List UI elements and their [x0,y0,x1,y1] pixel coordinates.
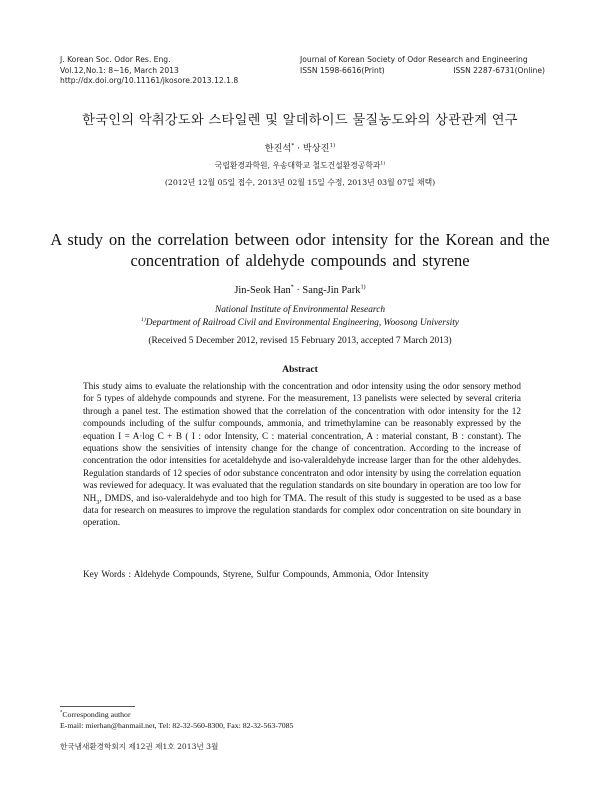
abstract-heading: Abstract [282,364,318,375]
corresponding-mark: * [290,283,294,291]
affiliation-2: $^{1)}$Department of Railroad Civil and Environmental Engineering, Woosong University [141,316,459,328]
issn-online: ISSN 2287-6731(Online) [453,65,545,75]
volume-issue: Vol.12,No.1: 8~16, March 2013 [60,65,179,75]
keywords: Key Words : Aldehyde Compounds, Styrene, Sulfur Compounds, Ammonia, Odor Intensity [83,569,429,579]
doi-link[interactable]: http://dx.doi.org/10.11161/jkosore.2013.12.1.8 [60,76,239,86]
korean-dates: (2012년 12월 05일 접수, 2013년 02월 15일 수정, 2013년 03월 07일 채택) [164,178,436,187]
journal-full-name: Journal of Korean Society of Odor Research and Engineering [300,55,528,64]
english-authors [0,285,600,296]
footnote-divider [60,706,135,707]
footnote-label: *Corresponding author [60,710,131,719]
korean-authors [0,140,600,154]
issn-row [300,66,545,77]
author-separator: · [294,143,303,154]
korean-affiliation: 국립환경과학원, 우송대학교 철도건설환경공학과$^{1)}$ [214,161,386,170]
korean-title: 한국인의 악취강도와 스타일렌 및 알데하이드 물질농도와의 상관관계 연구 [82,113,518,128]
korean-author-2: 박상진 [302,143,330,154]
english-affiliations [0,304,600,330]
abstract-body: This study aims to evaluate the relationship with the concentration and odor intensity using the odor sensory method for 5 types of aldehyde compounds and styrene. For the measurement, 13 panelists were selected by several criteria through a panel test. The estimation showed that the correlation of the concentration with odor intensity for the 12 compounds including of the sulfur compounds, ammonia, and trimethylamine can be reasonably expressed by the equation I = A·log C + B ( I : odor Intensity, C : material concentration, A : material constant, B : constant). The equations show the sensivities of intensity change for the change of concentration. According to the increase of concentration the odor intensities for acetaldehyde and iso-valeraldehyde increase larger than for the other aldehydes. Regulation standards of 12 species of odor substance concentraton and odor intensity by using the correlation equation was reviewed for adequacy. It was evaluated that the regulation standards on site boundary in operation are too low for $NH_3$, DMDS, and iso-valeraldehyde and too high for TMA. The result of this study is suggested to be used as a base data for research on measures to improve the regulation standards for complex odor concentration on site boundary in operation. [83,381,521,528]
running-header-left [60,55,290,87]
affiliation-1: National Institute of Environmental Research [214,305,386,315]
footnote [60,710,480,731]
footnote-contact: E-mail: mierhan@hanmail.net, Tel: 82-32-560-8300, Fax: 82-32-563-7085 [60,720,294,730]
english-author-1: Jin-Seok Han [234,285,291,296]
corresponding-mark: * [291,142,295,149]
english-author-2: Sang-Jin Park [302,285,361,296]
affiliation-mark: 1) [360,283,366,291]
english-dates: (Received 5 December 2012, revised 15 February 2013, accepted 7 March 2013) [148,336,452,346]
journal-short-name: J. Korean Soc. Odor Res. Eng. [60,55,171,64]
page-footer: 한국냄새환경학회지 제12권 제1호 2013년 3월 [60,742,219,751]
korean-author-1: 한진석 [264,143,292,154]
running-header-right [300,55,545,76]
affiliation-mark: 1) [329,142,336,149]
english-title: A study on the correlation between odor intensity for the Korean and the concentration of aldehyde compounds and styrene [50,230,550,270]
issn-print: ISSN 1598-6616(Print) [300,65,385,75]
author-separator: · [293,285,303,296]
